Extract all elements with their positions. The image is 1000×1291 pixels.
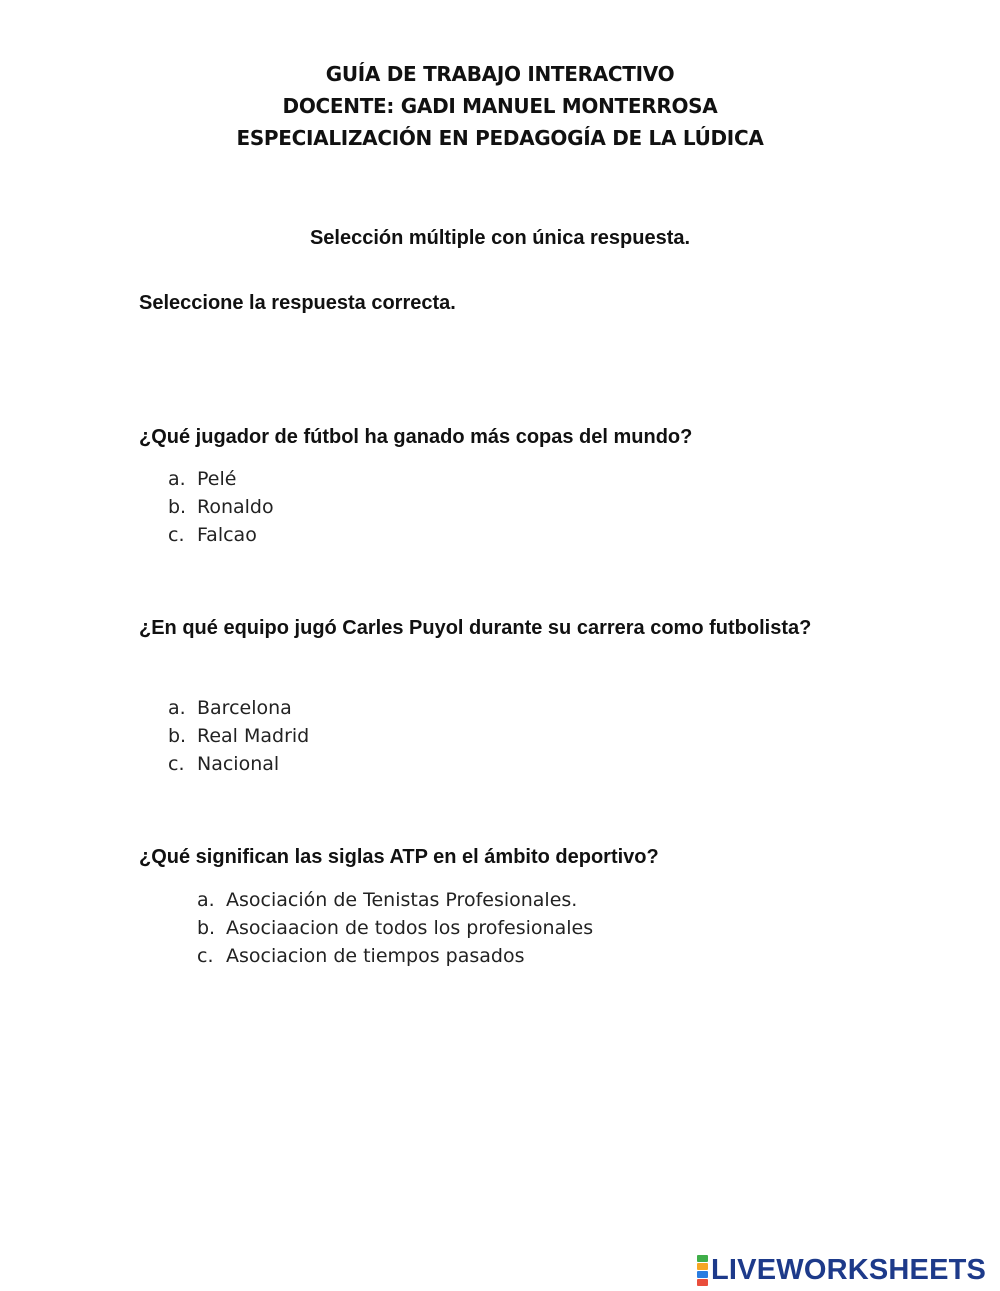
header-teacher: DOCENTE: GADI MANUEL MONTERROSA bbox=[282, 94, 718, 118]
question-1: ¿Qué jugador de fútbol ha ganado más copas del mundo? bbox=[139, 426, 693, 448]
liveworksheets-logo bbox=[697, 1255, 986, 1285]
worksheet-header bbox=[0, 58, 1000, 154]
logo-wordmark: LIVEWORKSHEETS bbox=[711, 1253, 987, 1286]
question-2-options bbox=[168, 694, 309, 778]
option-3a[interactable]: a. Asociación de Tenistas Profesionales. bbox=[197, 889, 578, 911]
option-2b[interactable]: b. Real Madrid bbox=[168, 725, 310, 747]
option-3b[interactable]: b. Asociaacion de todos los profesionales bbox=[197, 917, 594, 939]
option-2c[interactable]: c. Nacional bbox=[168, 753, 280, 775]
question-1-options bbox=[168, 465, 274, 549]
logo-block-l bbox=[697, 1255, 708, 1262]
option-1c[interactable]: c. Falcao bbox=[168, 524, 257, 546]
header-title: GUÍA DE TRABAJO INTERACTIVO bbox=[325, 62, 675, 86]
option-3c[interactable]: c. Asociacion de tiempos pasados bbox=[197, 945, 525, 967]
liveworksheets-logo-icon bbox=[697, 1255, 708, 1286]
header-program: ESPECIALIZACIÓN EN PEDAGOGÍA DE LA LÚDICA bbox=[236, 126, 764, 150]
logo-block-v bbox=[697, 1271, 708, 1278]
section-subtitle: Selección múltiple con única respuesta. bbox=[309, 227, 691, 249]
question-3: ¿Qué significan las siglas ATP en el ámbito deportivo? bbox=[139, 846, 659, 868]
logo-block-i bbox=[697, 1263, 708, 1270]
question-2: ¿En qué equipo jugó Carles Puyol durante su carrera como futbolista? bbox=[139, 617, 812, 639]
question-3-options bbox=[197, 886, 593, 970]
option-1b[interactable]: b. Ronaldo bbox=[168, 496, 274, 518]
option-1a[interactable]: a. Pelé bbox=[168, 468, 237, 490]
option-2a[interactable]: a. Barcelona bbox=[168, 697, 292, 719]
instruction-text: Seleccione la respuesta correcta. bbox=[139, 292, 456, 314]
logo-block-e bbox=[697, 1279, 708, 1286]
